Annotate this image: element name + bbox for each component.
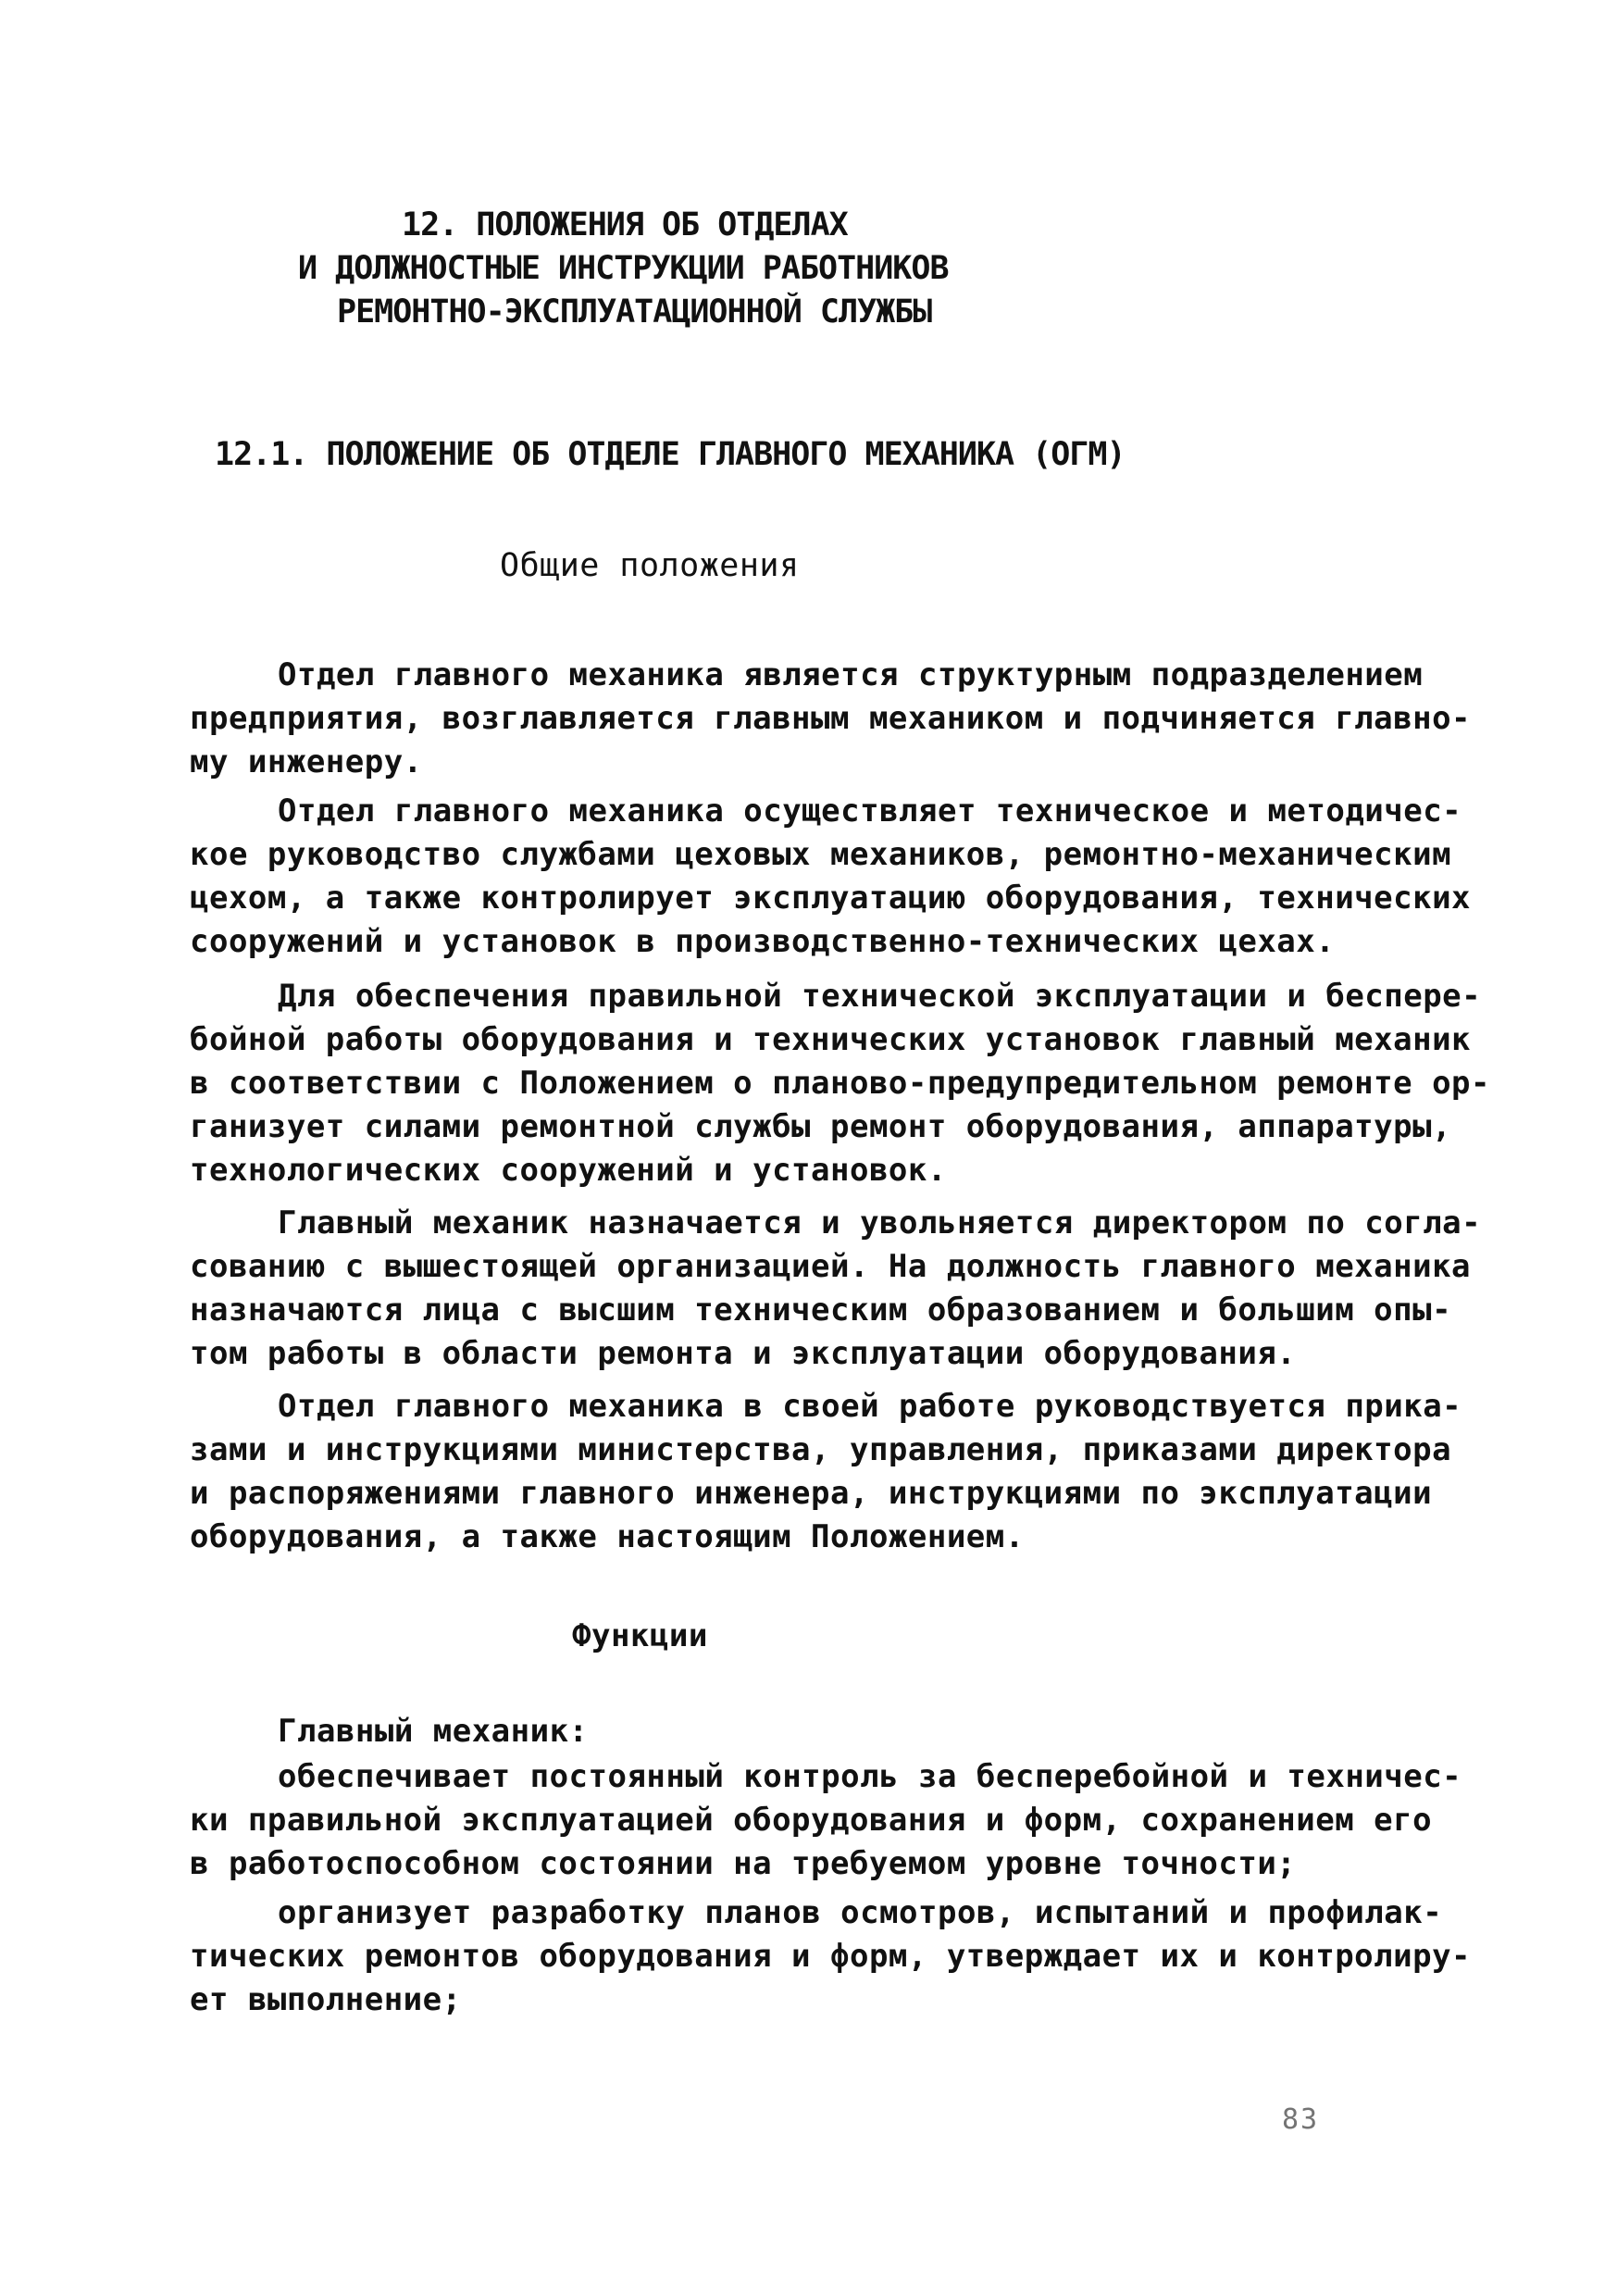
general-line: технологических сооружений и установок.: [190, 1152, 947, 1189]
general-line: Отдел главного механика в своей работе руководствуется прика-: [278, 1388, 1462, 1425]
general-line: цехом, а также контролирует эксплуатацию оборудования, технических: [190, 880, 1472, 917]
general-line: том работы в области ремонта и эксплуатации оборудования.: [190, 1335, 1297, 1372]
general-line: Отдел главного механика является структурным подразделением: [278, 656, 1424, 693]
functions-line: тических ремонтов оборудования и форм, утверждает их и контролиру-: [190, 1938, 1472, 1975]
general-line: сованию с вышестоящей организацией. На должность главного механика: [190, 1248, 1472, 1285]
general-line: Для обеспечения правильной технической эксплуатации и беспере-: [278, 978, 1482, 1015]
functions-line: ки правильной эксплуатацией оборудования и форм, сохранением его: [190, 1802, 1433, 1839]
general-line: Отдел главного механика осуществляет техническое и методичес-: [278, 792, 1462, 830]
functions-line: Главный механик:: [278, 1713, 589, 1750]
page-number: 83: [1282, 2103, 1320, 2136]
functions-line: обеспечивает постоянный контроль за бесперебойной и техничес-: [278, 1758, 1462, 1795]
general-line: бойной работы оборудования и технических установок главный механик: [190, 1021, 1472, 1058]
functions-line: ет выполнение;: [190, 1981, 462, 2018]
general-heading: Общие положения: [500, 547, 800, 584]
functions-heading: Функции: [572, 1617, 708, 1654]
document-title-line-3: РЕМОНТНО-ЭКСПЛУАТАЦИОННОЙ СЛУЖБЫ: [337, 293, 932, 331]
general-line: в соответствии с Положением о планово-предупредительном ремонте ор-: [190, 1065, 1490, 1102]
general-line: назначаются лица с высшим техническим образованием и большим опы-: [190, 1292, 1452, 1329]
document-title-line-2: И ДОЛЖНОСТНЫЕ ИНСТРУКЦИИ РАБОТНИКОВ: [298, 250, 949, 287]
general-line: предприятия, возглавляется главным механиком и подчиняется главно-: [190, 700, 1472, 737]
general-line: ганизует силами ремонтной службы ремонт оборудования, аппаратуры,: [190, 1108, 1452, 1145]
general-line: кое руководство службами цеховых механиков, ремонтно-механическим: [190, 836, 1452, 873]
general-line: сооружений и установок в производственно-технических цехах.: [190, 923, 1336, 960]
section-title: 12.1. ПОЛОЖЕНИЕ ОБ ОТДЕЛЕ ГЛАВНОГО МЕХАНИКА (ОГМ): [215, 436, 1126, 473]
functions-line: организует разработку планов осмотров, испытаний и профилак-: [278, 1894, 1443, 1931]
general-line: и распоряжениями главного инженера, инструкциями по эксплуатации: [190, 1475, 1433, 1512]
general-line: му инженеру.: [190, 743, 423, 780]
functions-line: в работоспособном состоянии на требуемом уровне точности;: [190, 1845, 1297, 1882]
general-line: Главный механик назначается и увольняется директором по согла-: [278, 1204, 1482, 1242]
document-title-line-1: 12. ПОЛОЖЕНИЯ ОБ ОТДЕЛАХ: [402, 206, 848, 243]
general-line: оборудования, а также настоящим Положением.: [190, 1518, 1025, 1555]
general-line: зами и инструкциями министерства, управления, приказами директора: [190, 1431, 1452, 1468]
